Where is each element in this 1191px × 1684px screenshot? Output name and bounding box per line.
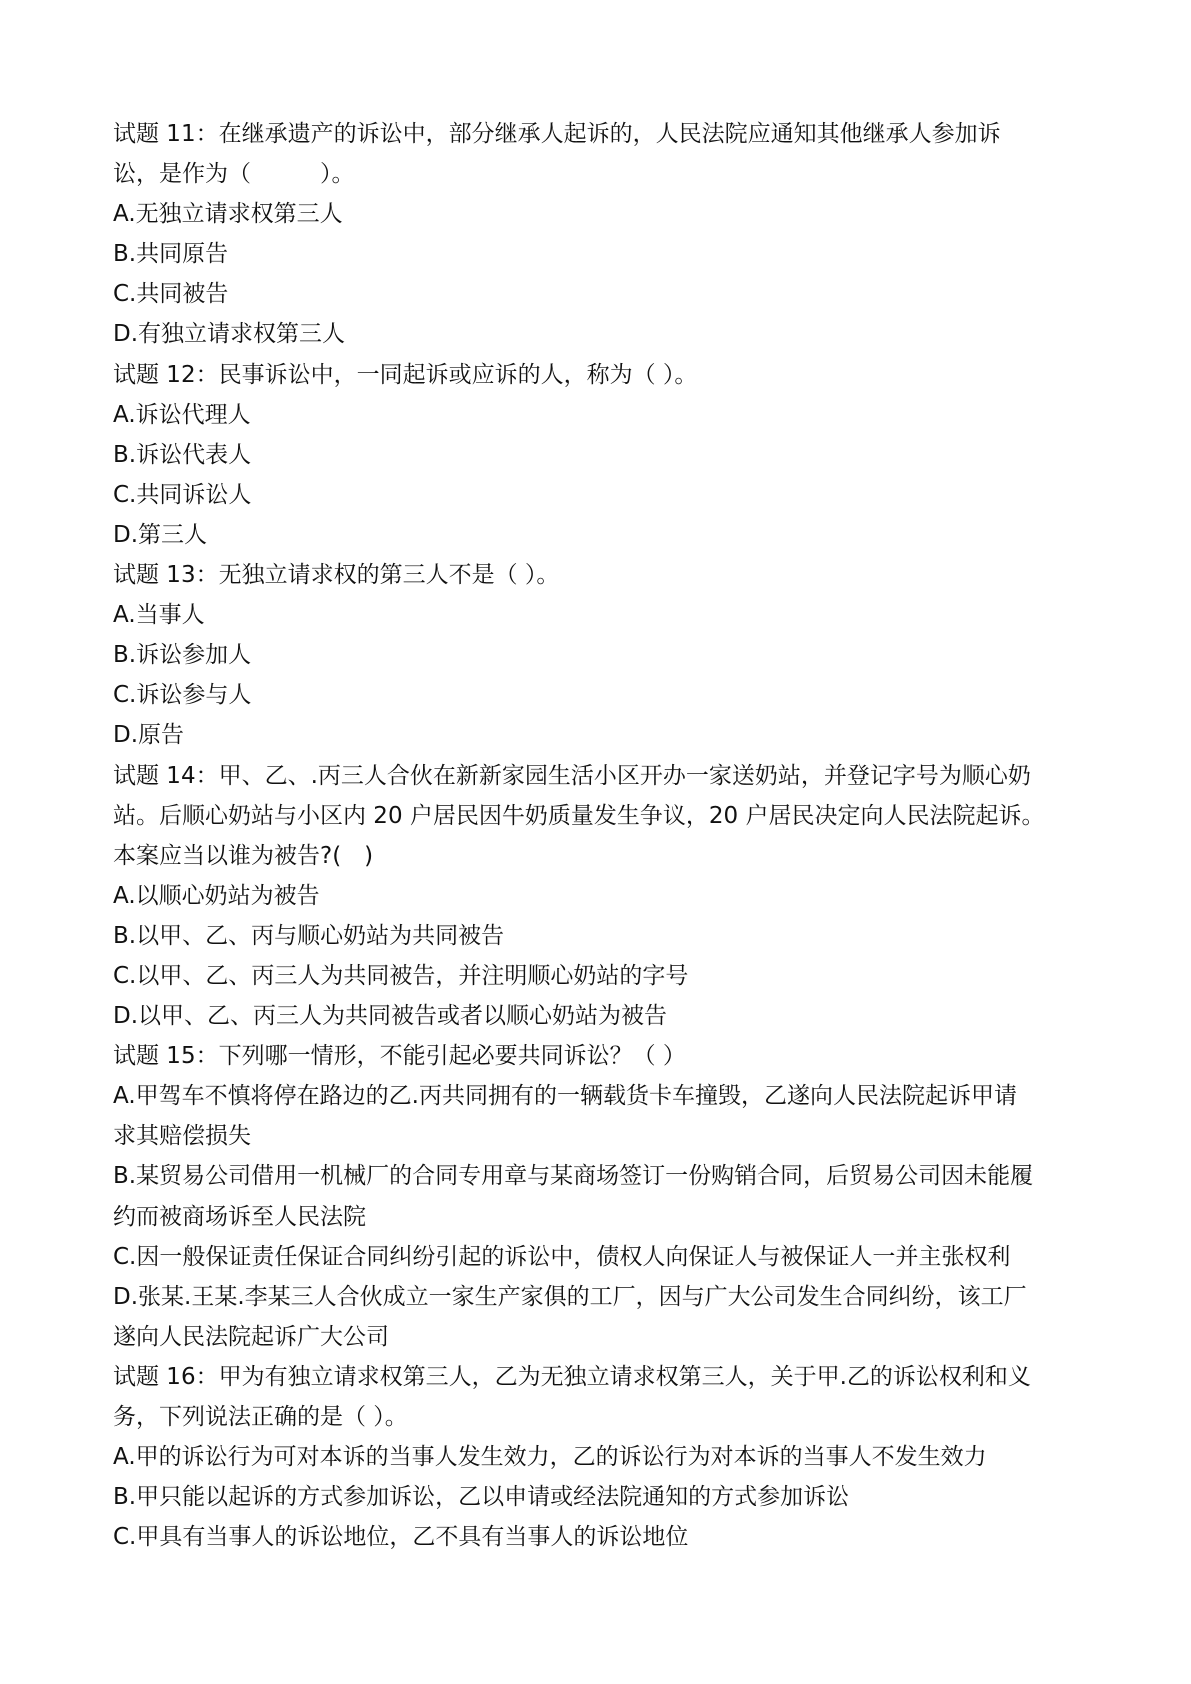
question-15-option-a-line-1: A.甲驾车不慎将停在路边的乙.丙共同拥有的一辆载货卡车撞毁，乙遂向人民法院起诉甲请 xyxy=(113,1083,1017,1110)
question-15-option-b-line-2: 约而被商场诉至人民法院 xyxy=(113,1203,366,1230)
question-11-text-line-1: 试题 11：在继承遗产的诉讼中，部分继承人起诉的，人民法院应通知其他继承人参加诉 xyxy=(113,121,1001,147)
question-14-option-d: D.以甲、乙、丙三人为共同被告或者以顺心奶站为被告 xyxy=(113,1003,668,1030)
question-14-option-a: A.以顺心奶站为被告 xyxy=(113,882,320,909)
question-11-option-a: A.无独立请求权第三人 xyxy=(113,201,343,228)
question-15-option-d-line-1: D.张某.王某.李某三人合伙成立一家生产家俱的工厂，因与广大公司发生合同纠纷，该工厂 xyxy=(113,1283,1027,1310)
question-14-text-line-2: 站。后顺心奶站与小区内 20 户居民因牛奶质量发生争议，20 户居民决定向人民法院起诉。 xyxy=(113,802,1045,829)
question-11-option-d: D.有独立请求权第三人 xyxy=(113,321,346,348)
question-13-option-a: A.当事人 xyxy=(113,602,205,629)
question-11-option-c: C.共同被告 xyxy=(113,281,229,308)
question-16-option-c: C.甲具有当事人的诉讼地位，乙不具有当事人的诉讼地位 xyxy=(113,1524,689,1551)
question-13-option-b: B.诉讼参加人 xyxy=(113,642,252,669)
question-13-text: 试题 13：无独立请求权的第三人不是（ ）。 xyxy=(113,562,560,589)
question-14-text-line-1: 试题 14：甲、乙、.丙三人合伙在新新家园生活小区开办一家送奶站，并登记字号为顺心奶 xyxy=(113,762,1031,789)
question-16-text-line-1: 试题 16：甲为有独立请求权第三人，乙为无独立请求权第三人，关于甲.乙的诉讼权利和义 xyxy=(113,1363,1031,1390)
question-13-option-c: C.诉讼参与人 xyxy=(113,682,252,709)
question-16-option-b: B.甲只能以起诉的方式参加诉讼，乙以申请或经法院通知的方式参加诉讼 xyxy=(113,1484,850,1511)
question-12-option-c: C.共同诉讼人 xyxy=(113,481,252,508)
question-16-text-line-2: 务，下列说法正确的是（ ）。 xyxy=(113,1404,408,1430)
question-12-text: 试题 12：民事诉讼中，一同起诉或应诉的人，称为（ ）。 xyxy=(113,361,698,388)
question-12-option-b: B.诉讼代表人 xyxy=(113,441,252,468)
question-15-option-a-line-2: 求其赔偿损失 xyxy=(113,1123,251,1150)
question-14-text-line-3: 本案应当以谁为被告?( ) xyxy=(113,842,374,869)
question-11-text-line-2: 讼，是作为（ ）。 xyxy=(113,161,355,188)
question-14-option-c: C.以甲、乙、丙三人为共同被告，并注明顺心奶站的字号 xyxy=(113,962,689,989)
document-page xyxy=(113,114,1093,1557)
question-15-text: 试题 15：下列哪一情形，不能引起必要共同诉讼？（ ） xyxy=(113,1043,686,1070)
question-15-option-b-line-1: B.某贸易公司借用一机械厂的合同专用章与某商场签订一份购销合同，后贸易公司因未能履 xyxy=(113,1163,1034,1190)
question-15-option-d-line-2: 遂向人民法院起诉广大公司 xyxy=(113,1323,389,1350)
question-16-option-a: A.甲的诉讼行为可对本诉的当事人发生效力，乙的诉讼行为对本诉的当事人不发生效力 xyxy=(113,1444,987,1471)
question-12-option-a: A.诉讼代理人 xyxy=(113,401,251,428)
question-11-option-b: B.共同原告 xyxy=(113,241,229,268)
question-13-option-d: D.原告 xyxy=(113,722,185,749)
question-14-option-b: B.以甲、乙、丙与顺心奶站为共同被告 xyxy=(113,922,505,949)
question-15-option-c: C.因一般保证责任保证合同纠纷引起的诉讼中，债权人向保证人与被保证人一并主张权利 xyxy=(113,1243,1011,1270)
question-12-option-d: D.第三人 xyxy=(113,521,208,548)
